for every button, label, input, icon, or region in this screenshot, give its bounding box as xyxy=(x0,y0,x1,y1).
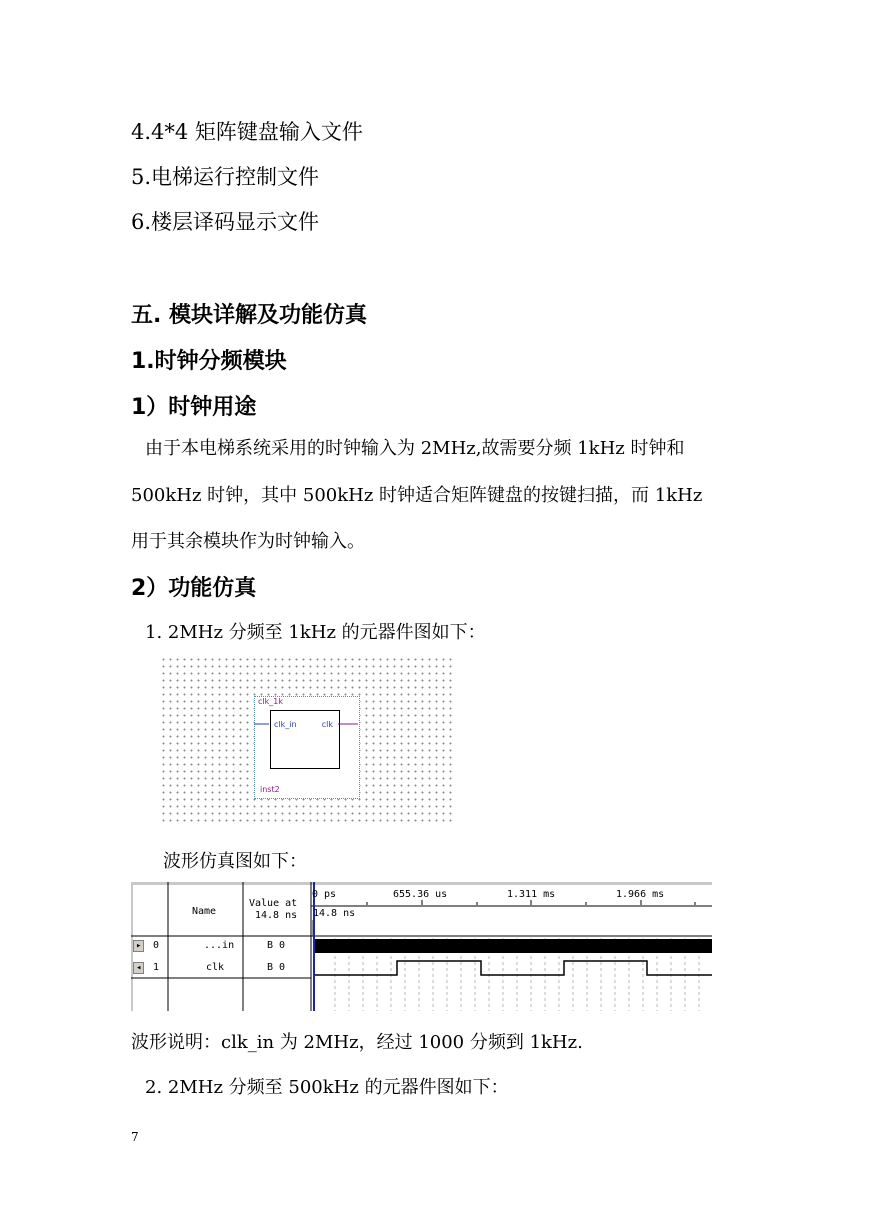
block-name: clk_1k xyxy=(258,697,283,706)
column-header-value-time: 14.8 ns xyxy=(255,910,298,921)
port-in-label: clk_in xyxy=(274,720,297,729)
waveform-note: 波形说明：clk_in 为 2MHz，经过 1000 分频到 1kHz. xyxy=(131,1032,583,1053)
subsection-title: 1.时钟分频模块 xyxy=(131,349,287,374)
signal-value: B 0 xyxy=(267,962,286,973)
page-number: 7 xyxy=(131,1130,139,1144)
row-index: 1 xyxy=(153,962,160,973)
column-header-value: Value at xyxy=(249,898,298,909)
time-label: 0 ps xyxy=(312,889,337,900)
sub-title-clock-usage: 1）时钟用途 xyxy=(131,395,257,420)
sub-title-simulation: 2）功能仿真 xyxy=(131,576,257,601)
component-schematic xyxy=(160,656,452,826)
signal-name[interactable]: ...in xyxy=(204,940,235,951)
schematic-wires xyxy=(160,656,452,826)
paragraph-line: 由于本电梯系统采用的时钟输入为 2MHz,故需要分频 1kHz 时钟和 xyxy=(145,438,685,459)
time-label: 1.311 ms xyxy=(507,889,556,900)
paragraph-line: 用于其余模块作为时钟输入。 xyxy=(131,531,365,552)
column-header-name: Name xyxy=(192,906,217,917)
list-item: 5.电梯运行控制文件 xyxy=(131,165,320,189)
section-title: 五. 模块详解及功能仿真 xyxy=(131,303,368,328)
paragraph-line: 500kHz 时钟，其中 500kHz 时钟适合矩阵键盘的按键扫描，而 1kHz xyxy=(131,485,703,506)
instance-name: inst2 xyxy=(260,785,280,794)
time-label: 655.36 us xyxy=(393,889,448,900)
input-pin-icon: ▸ xyxy=(133,940,144,952)
figure-intro-1: 1. 2MHz 分频至 1kHz 的元器件图如下： xyxy=(145,622,486,643)
waveform-caption: 波形仿真图如下： xyxy=(163,851,307,872)
output-pin-icon: ◂ xyxy=(133,962,144,974)
signal-value: B 0 xyxy=(267,940,286,951)
port-out-label: clk xyxy=(321,720,333,729)
list-item: 4.4*4 矩阵键盘输入文件 xyxy=(131,120,363,144)
time-label: 1.966 ms xyxy=(616,889,665,900)
cursor-time-label: 14.8 ns xyxy=(313,908,356,919)
signal-name[interactable]: clk xyxy=(206,962,225,973)
waveform-viewer xyxy=(131,882,712,1011)
figure-intro-2: 2. 2MHz 分频至 500kHz 的元器件图如下： xyxy=(145,1077,509,1098)
list-item: 6.楼层译码显示文件 xyxy=(131,210,320,234)
row-index: 0 xyxy=(153,940,160,951)
